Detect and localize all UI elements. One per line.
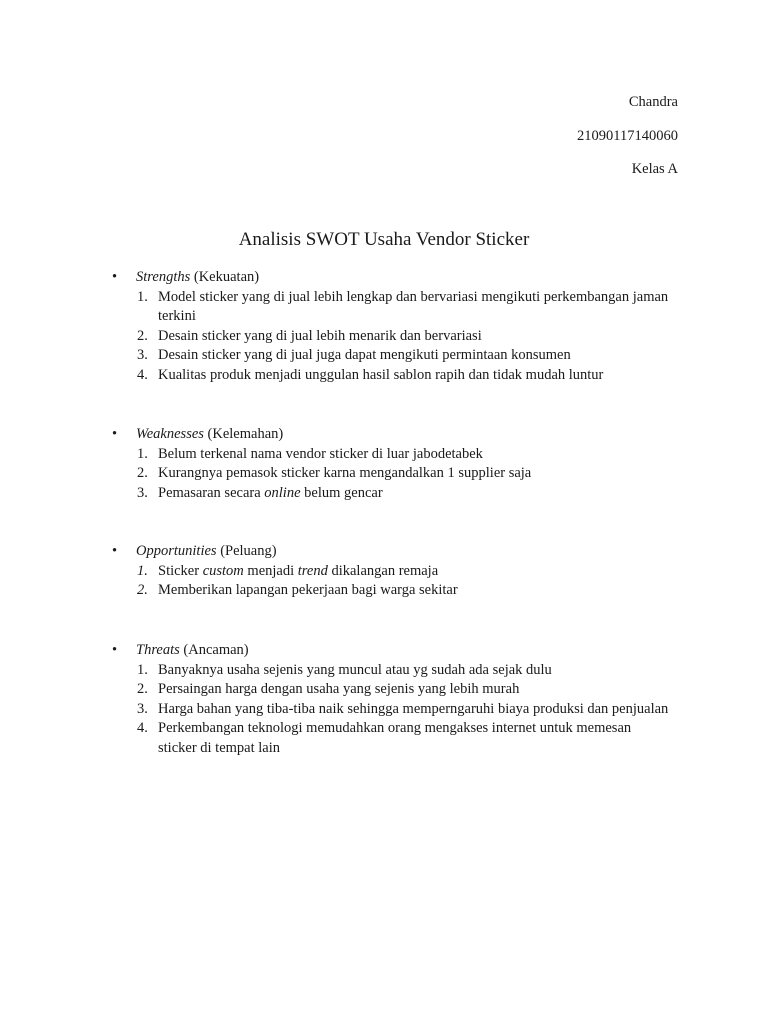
item-text: Desain sticker yang di jual lebih menarik dan bervariasi <box>158 327 482 344</box>
section-heading-en: Opportunities <box>136 543 217 559</box>
item-text: Persaingan harga dengan usaha yang sejenis yang lebih murah <box>158 681 520 697</box>
item-number: 2. <box>137 327 148 344</box>
item-text: Desain sticker yang di jual juga dapat mengikuti permintaan konsumen <box>158 347 571 363</box>
bullet-icon: • <box>112 426 118 442</box>
student-id: 21090117140060 <box>577 128 678 144</box>
section-heading-en: Strengths <box>136 269 191 285</box>
section-strengths <box>112 268 672 385</box>
bullet-icon: • <box>112 543 118 559</box>
section-threats <box>112 641 672 758</box>
weaknesses-list <box>112 445 672 504</box>
section-heading-id: (Kekuatan) <box>193 269 260 285</box>
author-name: Chandra <box>628 94 678 110</box>
item-text-italic: trend <box>297 562 328 579</box>
item-number: 1. <box>137 661 148 678</box>
item-number: 4. <box>137 720 148 736</box>
list-item <box>112 327 672 347</box>
item-text: Harga bahan yang tiba-tiba naik sehingga memperngaruhi biaya produksi dan penjualan <box>158 700 669 717</box>
section-heading <box>112 425 672 445</box>
threats-list <box>112 661 672 759</box>
list-item <box>112 581 672 601</box>
item-text: Belum terkenal nama vendor sticker di luar jabodetabek <box>158 445 483 462</box>
item-text: Banyaknya usaha sejenis yang muncul atau yg sudah ada sejak dulu <box>158 661 552 678</box>
section-heading-en: Threats <box>136 642 180 658</box>
item-text: Pemasaran secara <box>158 484 265 501</box>
item-text: Memberikan lapangan pekerjaan bagi warga sekitar <box>158 582 458 598</box>
item-text: belum gencar <box>300 484 383 501</box>
list-item <box>112 288 672 327</box>
item-number: 3. <box>137 347 148 363</box>
item-number: 2. <box>137 582 148 598</box>
list-item <box>112 484 672 504</box>
section-heading-id: (Ancaman) <box>183 642 249 658</box>
item-text: menjadi <box>243 562 298 579</box>
item-text: Perkembangan teknologi memudahkan orang mengakses internet untuk memesan sticker di tempat lain <box>158 720 632 756</box>
item-number: 1. <box>137 445 148 462</box>
list-item <box>112 562 672 582</box>
item-text: Sticker <box>158 562 203 579</box>
section-heading <box>112 641 672 661</box>
item-text-italic: custom <box>202 562 244 579</box>
item-text: Model sticker yang di jual lebih lengkap dan bervariasi mengikuti perkembangan jaman terkini <box>158 288 669 324</box>
item-text-italic: online <box>264 484 301 501</box>
bullet-icon: • <box>112 269 118 285</box>
item-number: 2. <box>137 681 148 697</box>
document-title: Analisis SWOT Usaha Vendor Sticker <box>238 229 530 250</box>
opportunities-list <box>112 562 672 601</box>
item-number: 3. <box>137 700 148 717</box>
item-text: Kurangnya pemasok sticker karna mengandalkan 1 supplier saja <box>158 465 532 481</box>
section-heading-en: Weaknesses <box>136 426 204 442</box>
item-number: 1. <box>137 562 148 579</box>
section-weaknesses <box>112 425 672 503</box>
section-heading <box>112 268 672 288</box>
item-number: 2. <box>137 465 148 481</box>
item-text: dikalangan remaja <box>327 562 439 579</box>
list-item <box>112 661 672 681</box>
strengths-list <box>112 288 672 386</box>
list-item <box>112 346 672 366</box>
list-item <box>112 700 672 720</box>
list-item <box>112 445 672 465</box>
section-opportunities <box>112 542 672 601</box>
section-heading-id: (Peluang) <box>220 543 277 559</box>
section-heading-id: (Kelemahan) <box>207 426 284 442</box>
item-number: 4. <box>137 366 148 383</box>
list-item <box>112 680 672 700</box>
item-number: 3. <box>137 484 148 501</box>
list-item <box>112 464 672 484</box>
section-heading <box>112 542 672 562</box>
class-label: Kelas A <box>631 161 678 177</box>
item-number: 1. <box>137 288 148 305</box>
bullet-icon: • <box>112 642 118 658</box>
list-item <box>112 366 672 386</box>
item-text: Kualitas produk menjadi unggulan hasil sablon rapih dan tidak mudah luntur <box>158 366 604 383</box>
list-item <box>112 719 672 758</box>
